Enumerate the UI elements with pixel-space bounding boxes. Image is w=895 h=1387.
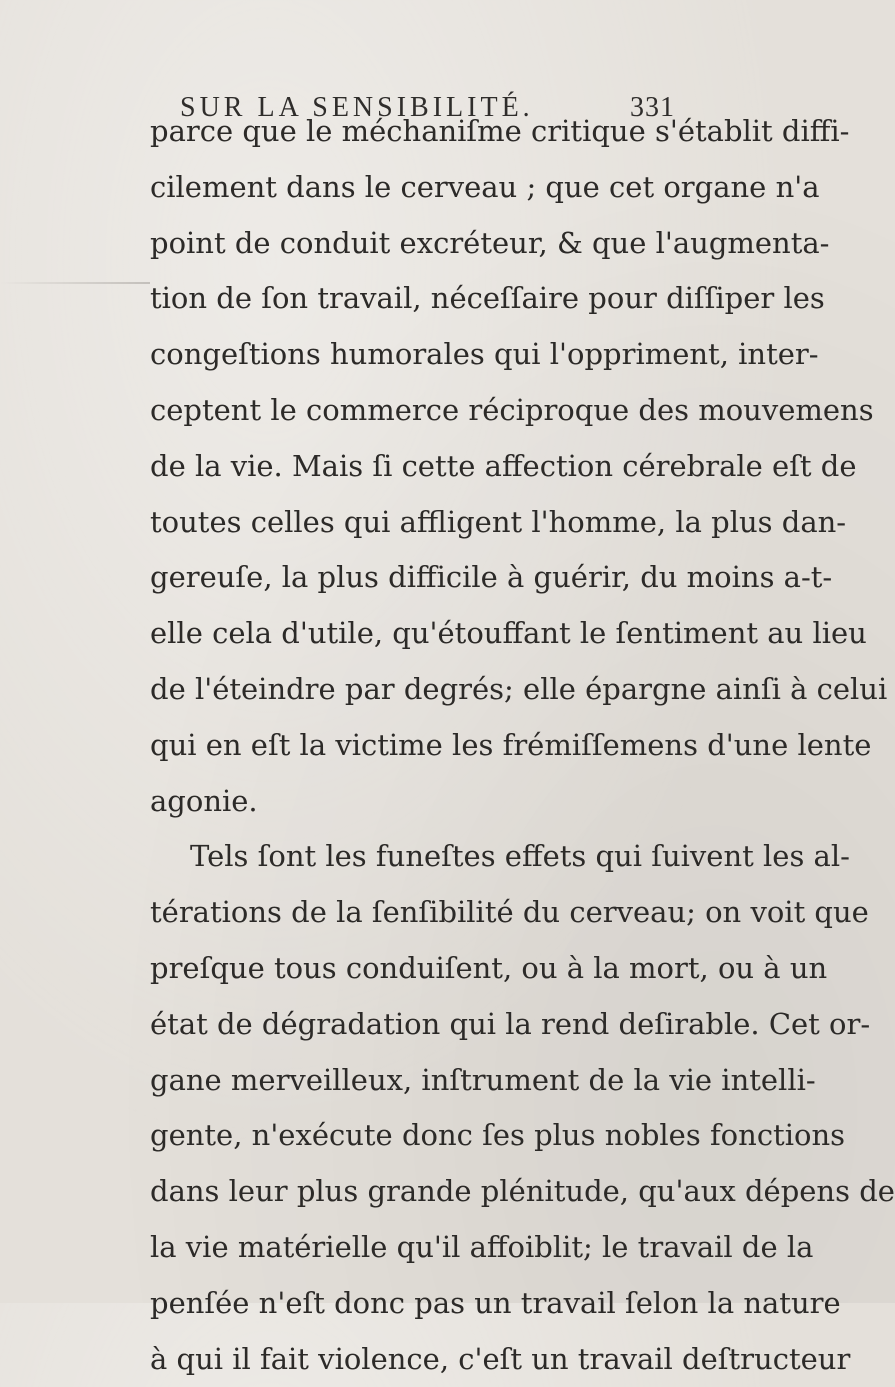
- margin-ink-smudge: [0, 282, 150, 284]
- text-line: tion de ſon travail, néceſſaire pour diſſiper les: [150, 281, 825, 316]
- text-line: de la vie. Mais ſi cette affection cérebrale eſt de: [150, 448, 857, 483]
- text-line: gente, n'exécute donc ſes plus nobles fonctions: [150, 1118, 846, 1153]
- text-line: gereuſe, la plus difficile à guérir, du moins a-t-: [150, 560, 833, 595]
- text-line: point de conduit excréteur, & que l'augmenta-: [150, 225, 830, 260]
- page-number: 331: [630, 92, 675, 123]
- text-line: qui en eſt la victime les frémiſſemens d'une lente: [150, 727, 872, 762]
- text-line: penſée n'eſt donc pas un travail ſelon la nature: [150, 1285, 841, 1320]
- text-line: elle cela d'utile, qu'étouffant le ſentiment au lieu: [150, 616, 867, 651]
- text-line: à qui il fait violence, c'eſt un travail deſtructeur: [150, 1341, 851, 1376]
- text-line: cilement dans le cerveau ; que cet organe n'a: [150, 169, 820, 204]
- text-line: preſque tous conduiſent, ou à la mort, ou à un: [150, 950, 828, 985]
- text-line: parce que le méchaniſme critique s'établit diffi-: [150, 114, 850, 148]
- text-line: ceptent le commerce réciproque des mouvemens: [150, 392, 874, 427]
- text-line: de l'éteindre par degrés; elle épargne ainſi à celui: [150, 671, 888, 706]
- text-line: congeſtions humorales qui l'oppriment, inter-: [150, 337, 819, 372]
- running-head-title: SUR LA SENSIBILITÉ.: [180, 92, 534, 123]
- text-line: toutes celles qui affligent l'homme, la plus dan-: [150, 504, 847, 539]
- text-line: gane merveilleux, inſtrument de la vie intelli-: [150, 1062, 816, 1097]
- body-text: [150, 104, 895, 1387]
- paragraph-start-line: Tels ſont les funeſtes effets qui ſuivent les al-: [190, 839, 850, 874]
- text-line: térations de la ſenſibilité du cerveau; on voit que: [150, 895, 869, 930]
- paragraph-end-line: agonie.: [150, 783, 258, 818]
- text-line: la vie matérielle qu'il affoiblit; le travail de la: [150, 1229, 814, 1264]
- text-line: dans leur plus grande plénitude, qu'aux dépens de: [150, 1174, 895, 1209]
- text-line: état de dégradation qui la rend deſirable. Cet or-: [150, 1006, 871, 1041]
